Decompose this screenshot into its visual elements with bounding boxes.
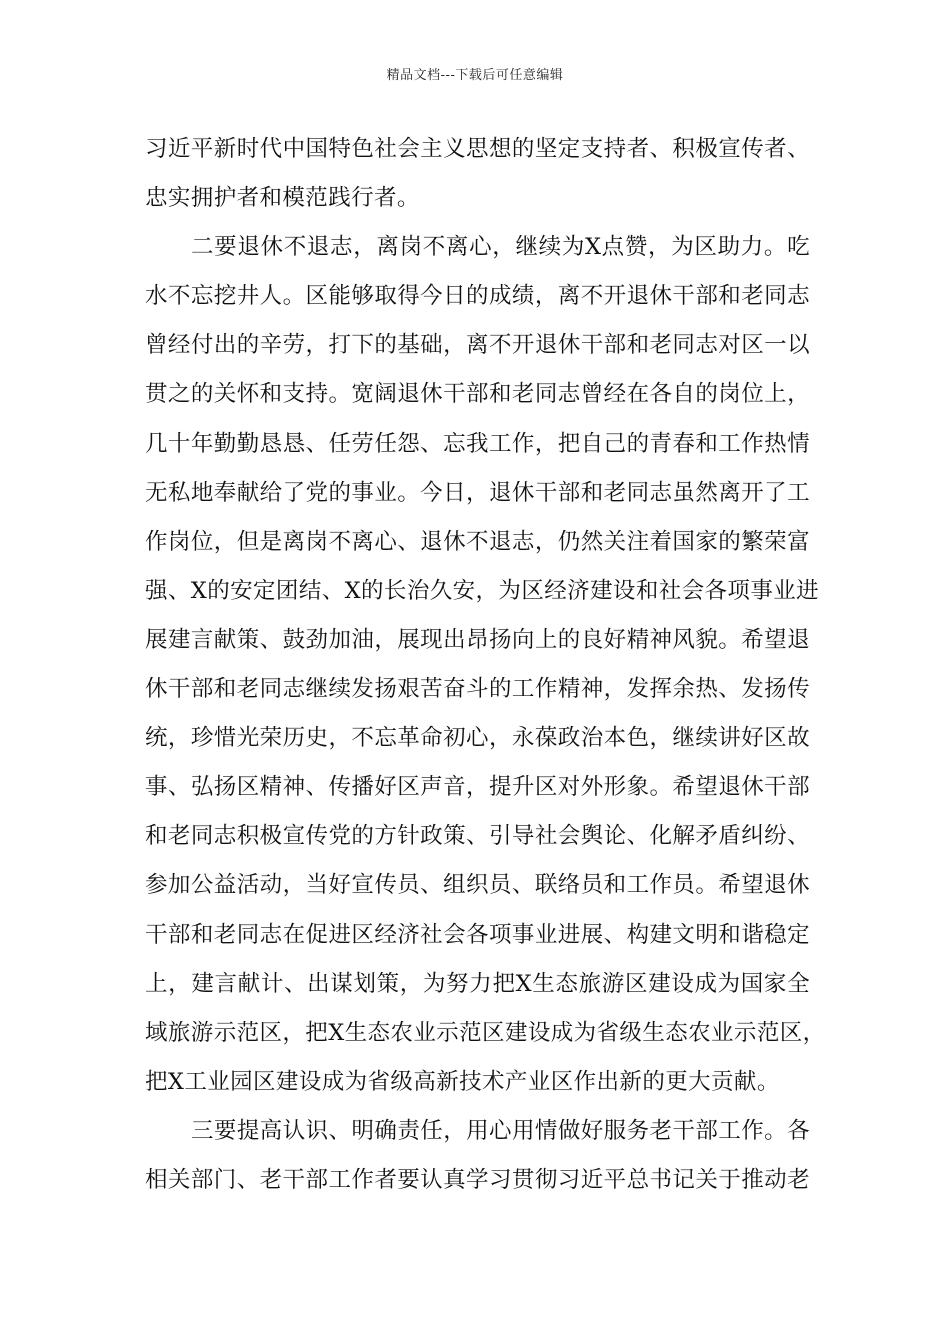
text-line: 曾经付出的辛劳，打下的基础，离不开退休干部和老同志对区一以 <box>145 332 810 359</box>
text-line: 参加公益活动，当好宣传员、组织员、联络员和工作员。希望退休 <box>145 872 810 899</box>
text-line: 相关部门、老干部工作者要认真学习贯彻习近平总书记关于推动老 <box>145 1166 810 1193</box>
text-line: 域旅游示范区，把X生态农业示范区建设成为省级生态农业示范区， <box>145 1019 826 1046</box>
text-line: 作岗位，但是离岗不离心、退休不退志，仍然关注着国家的繁荣富 <box>145 528 810 555</box>
text-line: 几十年勤勤恳恳、任劳任怨、忘我工作，把自己的青春和工作热情 <box>145 430 810 457</box>
text-line: 事、弘扬区精神、传播好区声音，提升区对外形象。希望退休干部 <box>145 774 810 801</box>
text-line: 把X工业园区建设成为省级高新技术产业区作出新的更大贡献。 <box>145 1068 780 1095</box>
text-line: 干部和老同志在促进区经济社会各项事业进展、构建文明和谐稳定 <box>145 921 810 948</box>
text-line: 二要退休不退志，离岗不离心，继续为X点赞，为区助力。吃 <box>191 234 810 261</box>
text-line: 水不忘挖井人。区能够取得今日的成绩，离不开退休干部和老同志 <box>145 283 810 310</box>
text-line: 贯之的关怀和支持。宽阔退休干部和老同志曾经在各自的岗位上， <box>145 381 810 408</box>
text-line: 三要提高认识、明确责任，用心用情做好服务老干部工作。各 <box>191 1117 810 1144</box>
body-text <box>145 128 826 1208</box>
text-line: 忠实拥护者和模范践行者。 <box>145 185 420 212</box>
page-header: 精品文档---下载后可任意编辑 <box>386 68 564 83</box>
text-line: 统，珍惜光荣历史，不忘革命初心，永葆政治本色，继续讲好区故 <box>145 725 810 752</box>
text-line: 和老同志积极宣传党的方针政策、引导社会舆论、化解矛盾纠纷、 <box>145 823 810 850</box>
text-line: 习近平新时代中国特色社会主义思想的坚定支持者、积极宣传者、 <box>145 136 810 162</box>
text-line: 休干部和老同志继续发扬艰苦奋斗的工作精神，发挥余热、发扬传 <box>145 676 810 703</box>
text-line: 强、X的安定团结、X的长治久安，为区经济建设和社会各项事业进 <box>145 577 820 604</box>
text-line: 上，建言献计、出谋划策，为努力把X生态旅游区建设成为国家全 <box>145 970 810 997</box>
text-line: 无私地奉献给了党的事业。今日，退休干部和老同志虽然离开了工 <box>145 479 810 506</box>
text-line: 展建言献策、鼓劲加油，展现出昂扬向上的良好精神风貌。希望退 <box>145 626 810 653</box>
